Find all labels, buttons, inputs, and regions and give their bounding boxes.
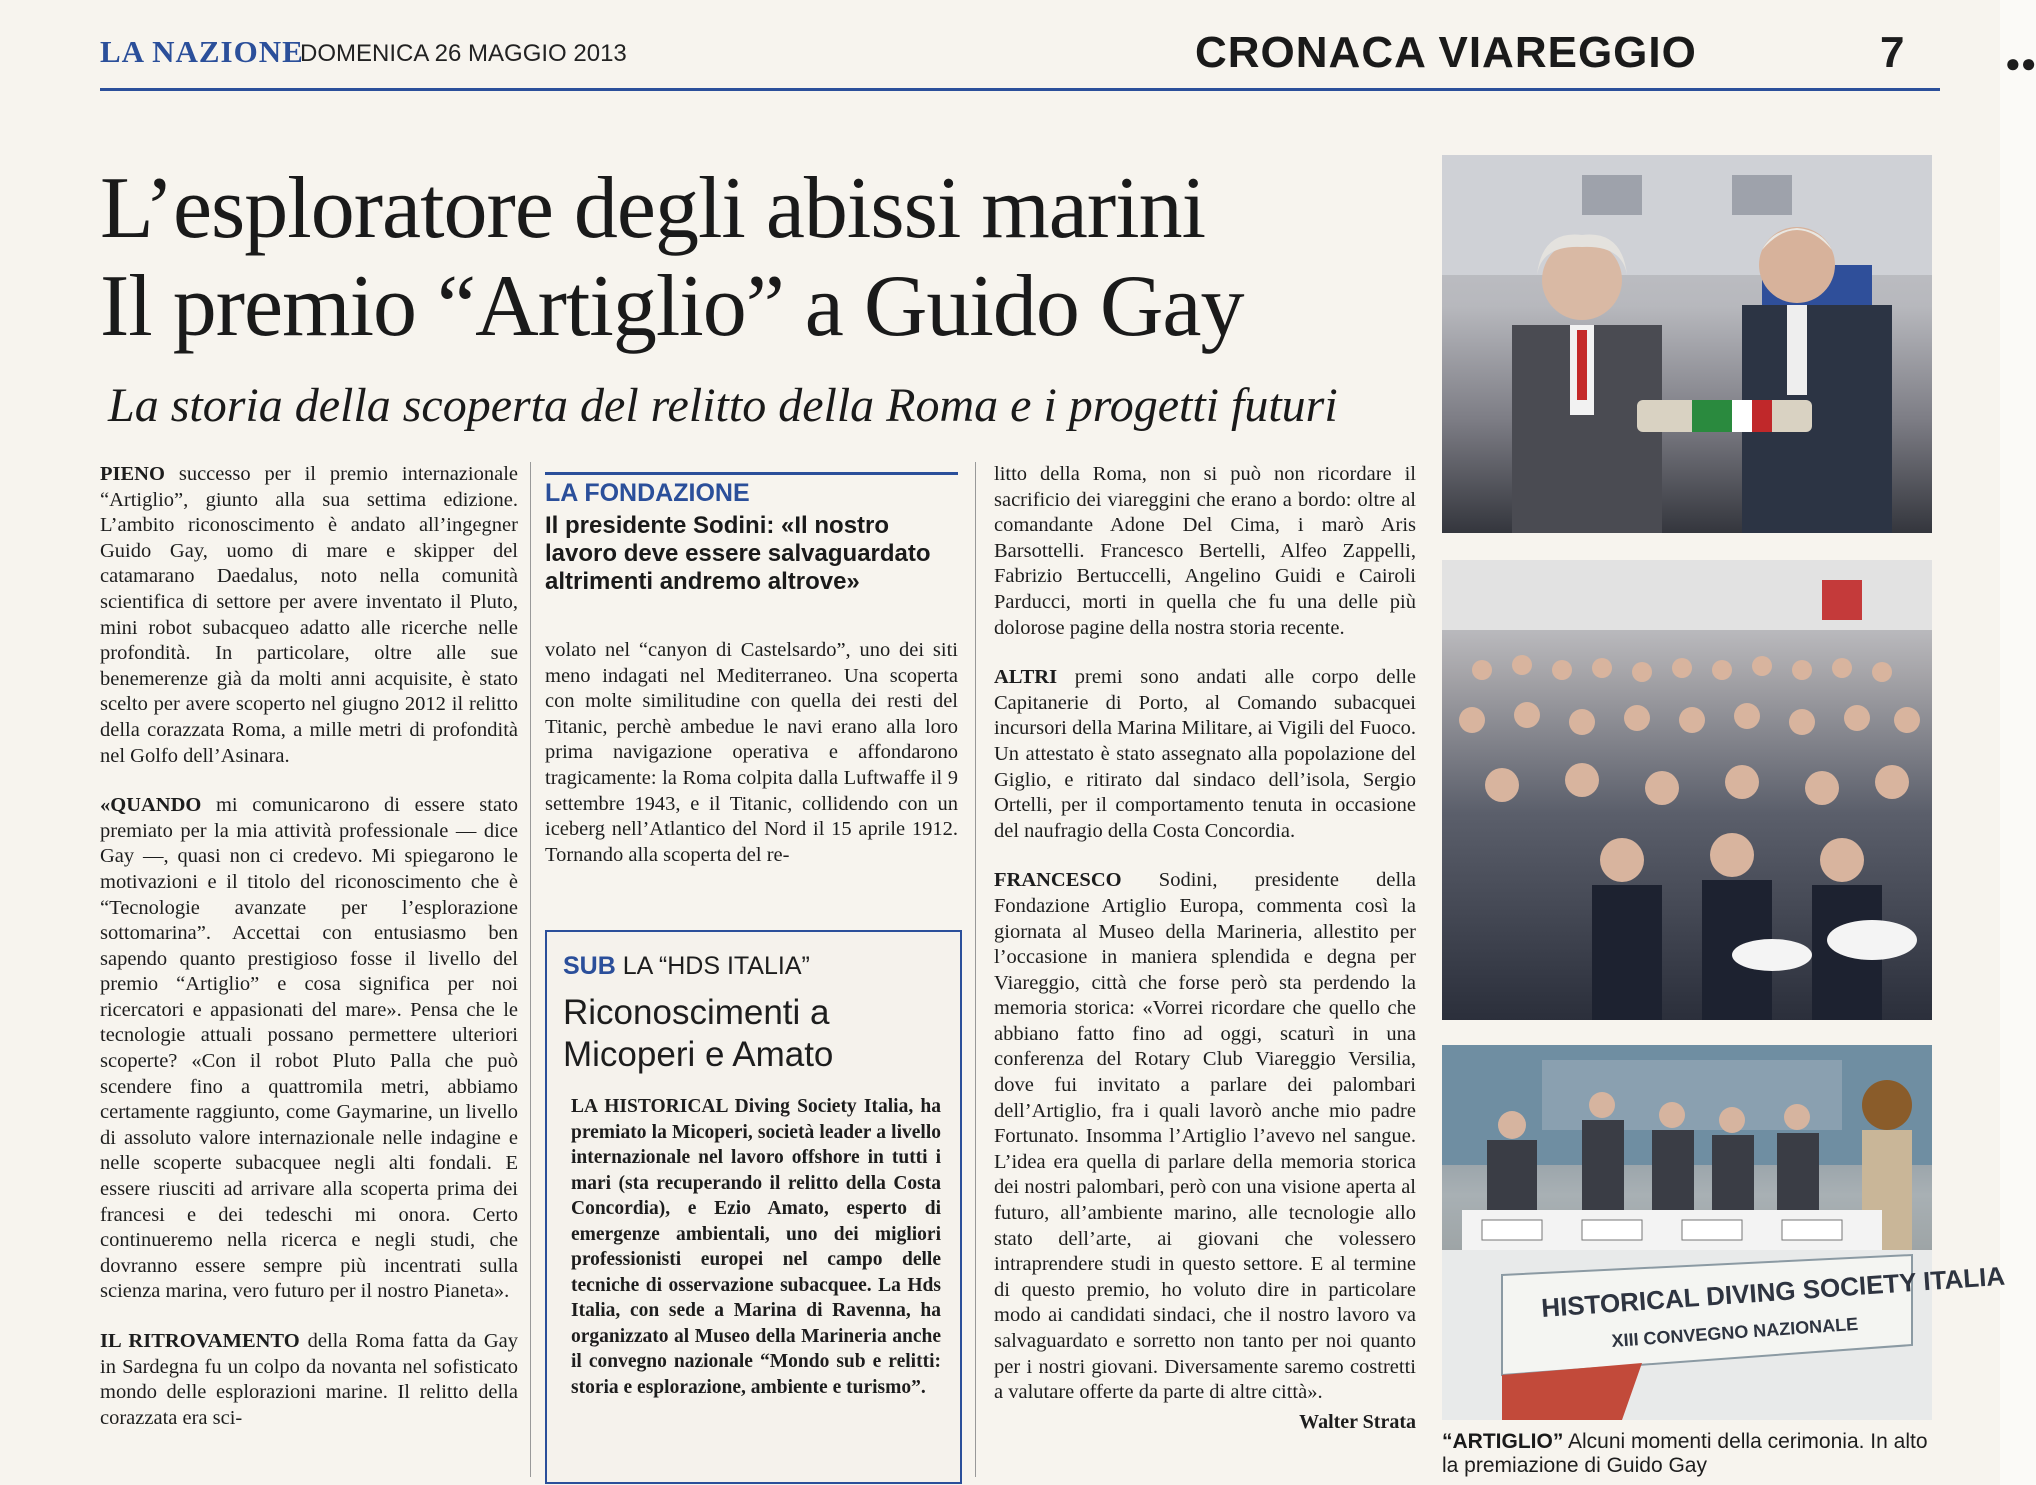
- subheadline: La storia della scoperta del relitto della Roma e i progetti futuri: [108, 379, 1338, 432]
- caption-text: Alcuni momenti della cerimonia. In alto la premiazione di Guido Gay: [1442, 1430, 1928, 1477]
- photo-caption: [1442, 1430, 1932, 1478]
- hds-kicker-text: LA “HDS ITALIA”: [615, 952, 810, 980]
- paragraph: [100, 1329, 518, 1431]
- headline: [100, 160, 1410, 356]
- photo-award-illustration: [1442, 155, 1932, 533]
- paragraph-text: della Roma fatta da Gay in Sardegna fu un colpo da novanta nel sofisticato mondo delle esplorazioni marine. Il relitto della corazzata era sci-: [100, 1330, 518, 1429]
- hds-kicker: [563, 952, 810, 981]
- hds-body-lead: LA HISTORICAL: [571, 1096, 728, 1117]
- hds-box: [545, 930, 962, 1484]
- sidebar-title: Il presidente Sodini: «Il nostro lavoro deve essere salvaguardato altrimenti andremo altrove»: [545, 512, 931, 595]
- photo-award-ceremony: [1442, 155, 1932, 533]
- issue-date: DOMENICA 26 MAGGIO 2013: [300, 40, 627, 67]
- page-number: 7: [1880, 28, 1905, 77]
- paragraph-text: successo per il premio internazionale “Artiglio”, giunto alla sua settima edizione. L’ambito riconoscimento è andato all’ingegner Guido Gay, uomo di mare e skipper del catamarano Daedalus, noto nella comunità scientifica di settore per avere inventato il Pluto, mini robot subacqueo adatto alle ricerche nelle profondità. In particolare, oltre alle sue benemerenze già da molti anni acquisite, è stato scelto per avere scoperto nel giugno 2012 il relitto della corazzata Roma, a mille metri di profondità nel Golfo dell’Asinara.: [100, 463, 518, 767]
- caption-kicker: “ARTIGLIO”: [1442, 1430, 1564, 1453]
- masthead: [100, 28, 2036, 84]
- headline-line-2: Il premio “Artiglio” a Guido Gay: [100, 258, 1244, 355]
- paragraph-lead: PIENO: [100, 463, 165, 485]
- sidebar-kicker: LA FONDAZIONE: [545, 479, 750, 507]
- paragraph: volato nel “canyon di Castelsardo”, uno dei siti meno indagati nel Mediterraneo. Una scoperta con molte similitudine con quella dei resti del Titanic, perchè ambedue le navi erano alla loro prima navigazione operativa e affondarono tragicamente: la Roma colpita dalla Luftwaffe il 9 settembre 1943, e il Titanic, collidendo con un iceberg nell’Atlantico del Nord il 15 aprile 1912. Tornando alla scoperta del re-: [545, 639, 958, 866]
- paragraph-text: Sodini, presidente della Fondazione Artiglio Europa, commenta così la giornata al Museo della Marineria, allestito per l’occasione in maniera splendida e degna per Viareggio, città che forse però sta perdendo la memoria storica: «Vorrei ricordare che quello che abbiano fatto fino ad oggi, scaturì in una conferenza del Rotary Club Viareggio Versilia, dove fui invitato a parlare dei palombari dell’Artiglio, fra i quali lavorò anche mio padre Fortunato. Insomma l’Artiglio l’avevo nel sangue. L’idea era quella di parlare della memoria storica dei nostri palombari, però con una visione aperta al futuro, all’ambiente marino, alle tecnologie allo stato dell’arte, ai giovani che volessero intraprendere studi in questo settore. E al termine di questo premio, ho voluto dire in particolare modo ai candidati sindaci, che il nostro lavoro va salvaguardato e sorretto non tanto per noi quanto per i nostri giovani. Diversamente saremo costretti a valutare offerte da parte di altre città».: [994, 869, 1416, 1404]
- newspaper-name: LA NAZIONE: [100, 34, 304, 69]
- paragraph-text: premi sono andati alle corpo delle Capitanerie di Porto, al Comando subacquei incursori della Marina Militare, ai Vigili del Fuoco. Un attestato è stato assegnato alla popolazione del Giglio, e ritirato dal sindaco dell’isola, Sergio Ortelli, per il comportamento tenuta in occasione del naufragio della Costa Concordia.: [994, 666, 1416, 842]
- hds-kicker-tag: SUB: [563, 952, 616, 980]
- photo-convention-illustration: [1442, 1045, 2006, 1420]
- masthead-rule: [100, 88, 1940, 91]
- article-column-2: [545, 638, 958, 892]
- article-column-3: [994, 462, 1416, 1435]
- paragraph-lead: FRANCESCO: [994, 869, 1122, 892]
- byline: Walter Strata: [1299, 1410, 1416, 1433]
- paragraph-text: mi comunicarono di essere stato premiato per la mia attività professionale — dice Gay —, quasi non ci credevo. Mi spiegarono le motivazioni e il titolo del riconoscimento che è “Tecnologie avanzate per l’esplorazione sottomarina”. Accettai con entusiasmo ben sapendo quanto prestigioso fosse il livello del premio “Artiglio” e cosa significa per noi ricercatori e appasionati del mare». Pensa che le tecnologie attuali possano permettere ulteriori scoperte? «Con il robot Pluto Palla che può scendere fino a quattromila metri, abbiamo certamente raggiunto, come Gaymarine, un livello di assoluto valore internazionale nelle indagine e nelle scoperte subacquee negli alti fondali. E essere riusciti ad arrivare alla scoperta prima dei francesi e dei tedeschi mi onora. Certo continueremo nella ricerca e negli studi, che dovranno essere sempre più incentrati sulla scienza marina, vero futuro per il nostro Pianeta».: [100, 794, 518, 1303]
- paragraph: [994, 868, 1416, 1405]
- hds-title: Riconoscimenti a Micoperi e Amato: [563, 993, 834, 1074]
- paragraph: [100, 793, 518, 1305]
- column-divider: [975, 462, 976, 1477]
- banner-title: HISTORICAL DIVING SOCIETY ITALIA: [1540, 1260, 2006, 1323]
- banner-subtitle: XIII CONVEGNO NAZIONALE: [1610, 1313, 1859, 1351]
- article-column-1: [100, 462, 518, 1455]
- column-divider: [530, 462, 531, 1477]
- paragraph: litto della Roma, non si può non ricordare il sacrificio dei viareggini che erano a bordo: oltre al comandante Adone Del Cima, i marò Aris Barsottelli. Francesco Bertelli, Alfeo Zappelli, Fabrizio Bertuccelli, Angelino Guidi e Cairoli Parducci, morti in quella che fu una delle più dolorose pagine della nostra storia recente.: [994, 463, 1416, 639]
- page-marker: ●●: [2005, 48, 2036, 78]
- fondazione-sidebar: [545, 472, 958, 615]
- paragraph-lead: IL RITROVAMENTO: [100, 1330, 300, 1352]
- headline-line-1: L’esploratore degli abissi marini: [100, 160, 1206, 257]
- photo-audience-illustration: [1442, 560, 1932, 1020]
- photo-convention-table: [1442, 1045, 2006, 1420]
- section-title: CRONACA VIAREGGIO: [1195, 28, 1697, 77]
- photo-audience: [1442, 560, 1932, 1020]
- paragraph: [100, 462, 518, 769]
- hds-body-text: Diving Society Italia, ha premiato la Micoperi, società leader a livello internazionale nel lavoro offshore in tutti i mari (sta recuperando il relitto della Costa Concordia), e Ezio Amato, esperto di emergenze ambientali, uno dei migliori professionisti europei nel campo delle tecniche di osservazione subacquee. La Hds Italia, con sede a Marina di Ravenna, ha organizzato al Museo della Marineria anche il convegno nazionale “Mondo sub e relitti: storia e esplorazione, ambiente e turismo”.: [571, 1096, 942, 1398]
- hds-body: [571, 1094, 941, 1400]
- paragraph: [994, 665, 1416, 844]
- paragraph-lead: «QUANDO: [100, 794, 202, 817]
- paragraph-lead: ALTRI: [994, 666, 1058, 689]
